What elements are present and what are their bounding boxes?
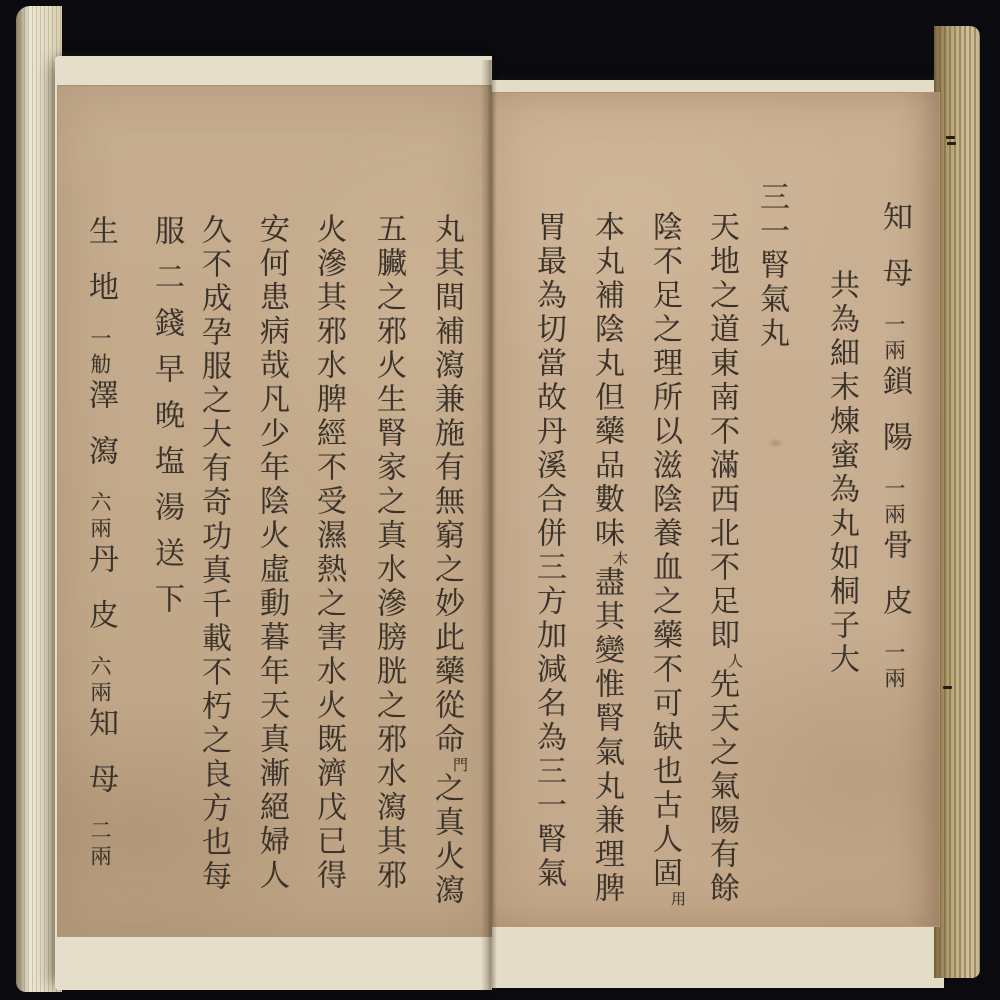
- inline-annotation: 用: [669, 891, 687, 906]
- text-run: 之真火瀉: [429, 772, 464, 908]
- paper-stain: [768, 438, 783, 448]
- ingredients-dosage-column: [78, 215, 122, 871]
- page-stack-right-edge: [934, 26, 980, 978]
- left-manuscript-leaf: [57, 85, 492, 937]
- text-run: 共為細末煉蜜為丸如桐子大: [824, 269, 859, 677]
- body-text-column: [366, 213, 410, 893]
- dosage-small-text: 一兩: [882, 641, 906, 693]
- text-run: 知母: [877, 201, 912, 313]
- fore-edge-mark: [946, 136, 955, 139]
- right-manuscript-leaf: [492, 92, 940, 927]
- body-text-column: [819, 269, 863, 677]
- dosage-small-text: 一兩: [882, 477, 906, 529]
- ingredients-dosage-column: [872, 201, 916, 693]
- text-run: 火滲其邪水脾經不受濕熱之害水火既濟戊已得: [311, 213, 346, 893]
- section-title-column: [749, 181, 793, 351]
- book-gutter-shadow: [481, 60, 497, 990]
- body-text-column: [699, 211, 743, 906]
- fore-edge-mark: [947, 142, 956, 145]
- text-run: 陰不足之理所以滋陰養血之藥不可缺也古人固: [647, 211, 682, 891]
- body-text-column: [191, 214, 235, 894]
- body-text-column: [249, 213, 293, 893]
- dosage-small-text: 一兩: [882, 313, 906, 365]
- dosage-small-text: 六兩: [88, 655, 112, 707]
- text-run: 丹皮: [83, 543, 118, 655]
- text-run: 胃最為切當故丹溪合併三方加減名為三一腎氣: [531, 211, 566, 891]
- text-run: 三一腎氣丸: [754, 181, 789, 351]
- body-text-column: [642, 211, 686, 906]
- dosage-instruction-column: [144, 215, 188, 629]
- text-run: 知母: [83, 707, 118, 819]
- body-text-column: [424, 213, 468, 908]
- body-text-column: [584, 211, 628, 906]
- text-run: 丸其間補瀉兼施有無窮之妙此藥從命: [429, 213, 464, 757]
- inline-annotation: 木: [611, 551, 629, 566]
- dosage-small-text: 六兩: [88, 491, 112, 543]
- body-text-column: [306, 213, 350, 893]
- dosage-small-text: 一觔: [88, 327, 112, 379]
- text-run: 骨皮: [877, 529, 912, 641]
- text-run: 本丸補陰丸但藥品數味: [589, 211, 624, 551]
- text-run: 先天之氣陽有餘: [704, 668, 739, 906]
- text-run: 五臟之邪火生腎家之真水滲膀胱之邪水瀉其邪: [371, 213, 406, 893]
- dosage-small-text: 二兩: [88, 819, 112, 871]
- text-run: 久不成孕服之大有奇功真千載不朽之良方也每: [196, 214, 231, 894]
- body-text-column: [526, 211, 570, 891]
- text-run: 盡其變惟腎氣丸兼理脾: [589, 566, 624, 906]
- text-run: 生地: [83, 215, 118, 327]
- inline-annotation: 門: [451, 757, 469, 772]
- text-run: 鎖陽: [877, 365, 912, 477]
- text-run: 澤瀉: [83, 379, 118, 491]
- fore-edge-mark: [943, 686, 952, 689]
- text-run: 服二錢早晚塩湯送下: [149, 215, 184, 629]
- inline-annotation: 人: [726, 653, 744, 668]
- text-run: 安何患病哉凡少年陰火虛動暮年天真漸絕婦人: [254, 213, 289, 893]
- text-run: 天地之道東南不滿西北不足即: [704, 211, 739, 653]
